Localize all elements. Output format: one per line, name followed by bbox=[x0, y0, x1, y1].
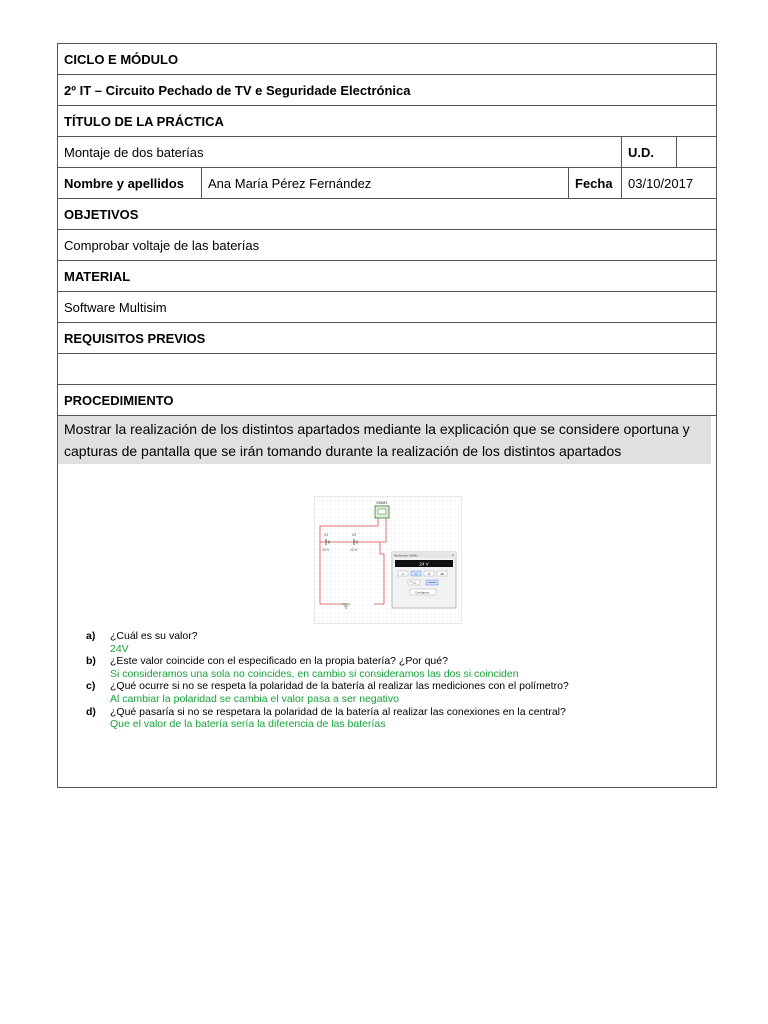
v1-label: V1 bbox=[324, 533, 329, 537]
titulo-value-row bbox=[58, 137, 716, 168]
ac-mode-button[interactable] bbox=[408, 580, 420, 585]
question-d bbox=[86, 706, 706, 719]
ciclo-value: 2º IT – Circuito Pechado de TV e Seguridade Electrónica bbox=[64, 82, 411, 98]
v1-value: 12 V bbox=[322, 548, 330, 552]
question-key: a) bbox=[86, 630, 96, 642]
objetivos-label-row bbox=[58, 199, 716, 230]
v2-label: V2 bbox=[352, 533, 357, 537]
fecha-value: 03/10/2017 bbox=[628, 175, 694, 191]
close-icon[interactable]: × bbox=[452, 553, 455, 558]
mode-ohm-label: Ω bbox=[427, 572, 431, 576]
material-value: Software Multisim bbox=[64, 299, 167, 315]
multisim-screenshot bbox=[314, 496, 462, 624]
question-key: d) bbox=[86, 705, 96, 718]
procedimiento-text: Mostrar la realización de los distintos apartados mediante la explicación que se considere oportuna y capturas de pantalla que se irán tomando durante la realización de los distintos apartados bbox=[58, 416, 711, 464]
answer-text: Si consideramos una sola no coincides, en cambio si consideramos las dos si coinciden bbox=[110, 667, 519, 680]
xmm-label: XMM1 bbox=[376, 500, 388, 505]
material-label: MATERIAL bbox=[64, 268, 131, 284]
material-value-row bbox=[58, 292, 716, 323]
multimeter-title: Multímetro-XMM1 bbox=[394, 553, 418, 558]
question-c bbox=[86, 680, 706, 693]
ud-label: U.D. bbox=[622, 137, 677, 167]
mode-v-label: V bbox=[414, 572, 418, 576]
question-text: ¿Qué pasaría si no se respetara la polaridad de la batería al realizar las conexiones en la central? bbox=[110, 705, 566, 718]
requisitos-label: REQUISITOS PREVIOS bbox=[64, 330, 206, 346]
fecha-label: Fecha bbox=[569, 168, 622, 198]
requisitos-value-row bbox=[58, 354, 716, 385]
material-label-row bbox=[58, 261, 716, 292]
ciclo-label: CICLO E MÓDULO bbox=[64, 51, 179, 67]
multimeter-reading: 24 V bbox=[419, 561, 429, 567]
mode-a-label: A bbox=[401, 572, 405, 576]
mode-db-label: dB bbox=[440, 572, 444, 576]
practice-sheet bbox=[57, 43, 717, 788]
question-a bbox=[86, 630, 706, 643]
requisitos-value bbox=[58, 354, 70, 384]
answer-text: 24V bbox=[110, 642, 129, 655]
requisitos-label-row bbox=[58, 323, 716, 354]
ud-value bbox=[677, 137, 716, 167]
question-key: b) bbox=[86, 655, 96, 668]
questions-list bbox=[86, 630, 706, 731]
question-text: ¿Este valor coincide con el especificado en la propia batería? ¿Por qué? bbox=[110, 655, 448, 668]
question-b bbox=[86, 655, 706, 668]
nombre-label: Nombre y apellidos bbox=[58, 168, 202, 198]
nombre-value: Ana María Pérez Fernández bbox=[202, 168, 569, 198]
objetivos-value: Comprobar voltaje de las baterías bbox=[64, 237, 260, 253]
nombre-row bbox=[58, 168, 716, 199]
question-text: ¿Qué ocurre si no se respeta la polaridad de la batería al realizar las mediciones con el polímetro? bbox=[110, 680, 569, 693]
multimeter-window bbox=[392, 552, 456, 608]
question-text: ¿Cuál es su valor? bbox=[110, 630, 198, 642]
ciclo-label-row bbox=[58, 44, 716, 75]
ciclo-value-row bbox=[58, 75, 716, 106]
titulo-label-row bbox=[58, 106, 716, 137]
v2-value: 12 V bbox=[350, 548, 358, 552]
procedimiento-label: PROCEDIMIENTO bbox=[64, 392, 174, 408]
titulo-value: Montaje de dos baterías bbox=[58, 137, 622, 167]
answer-text: Al cambiar la polaridad se cambia el valor pasa a ser negativo bbox=[110, 692, 399, 705]
objetivos-value-row bbox=[58, 230, 716, 261]
procedimiento-label-row bbox=[58, 385, 716, 416]
objetivos-label: OBJETIVOS bbox=[64, 206, 139, 222]
configure-label: Configurar... bbox=[414, 590, 432, 595]
answer-text: Que el valor de la batería sería la diferencia de las baterías bbox=[110, 718, 386, 731]
procedimiento-content bbox=[58, 416, 716, 787]
question-key: c) bbox=[86, 680, 96, 693]
titulo-label: TÍTULO DE LA PRÁCTICA bbox=[64, 113, 224, 129]
